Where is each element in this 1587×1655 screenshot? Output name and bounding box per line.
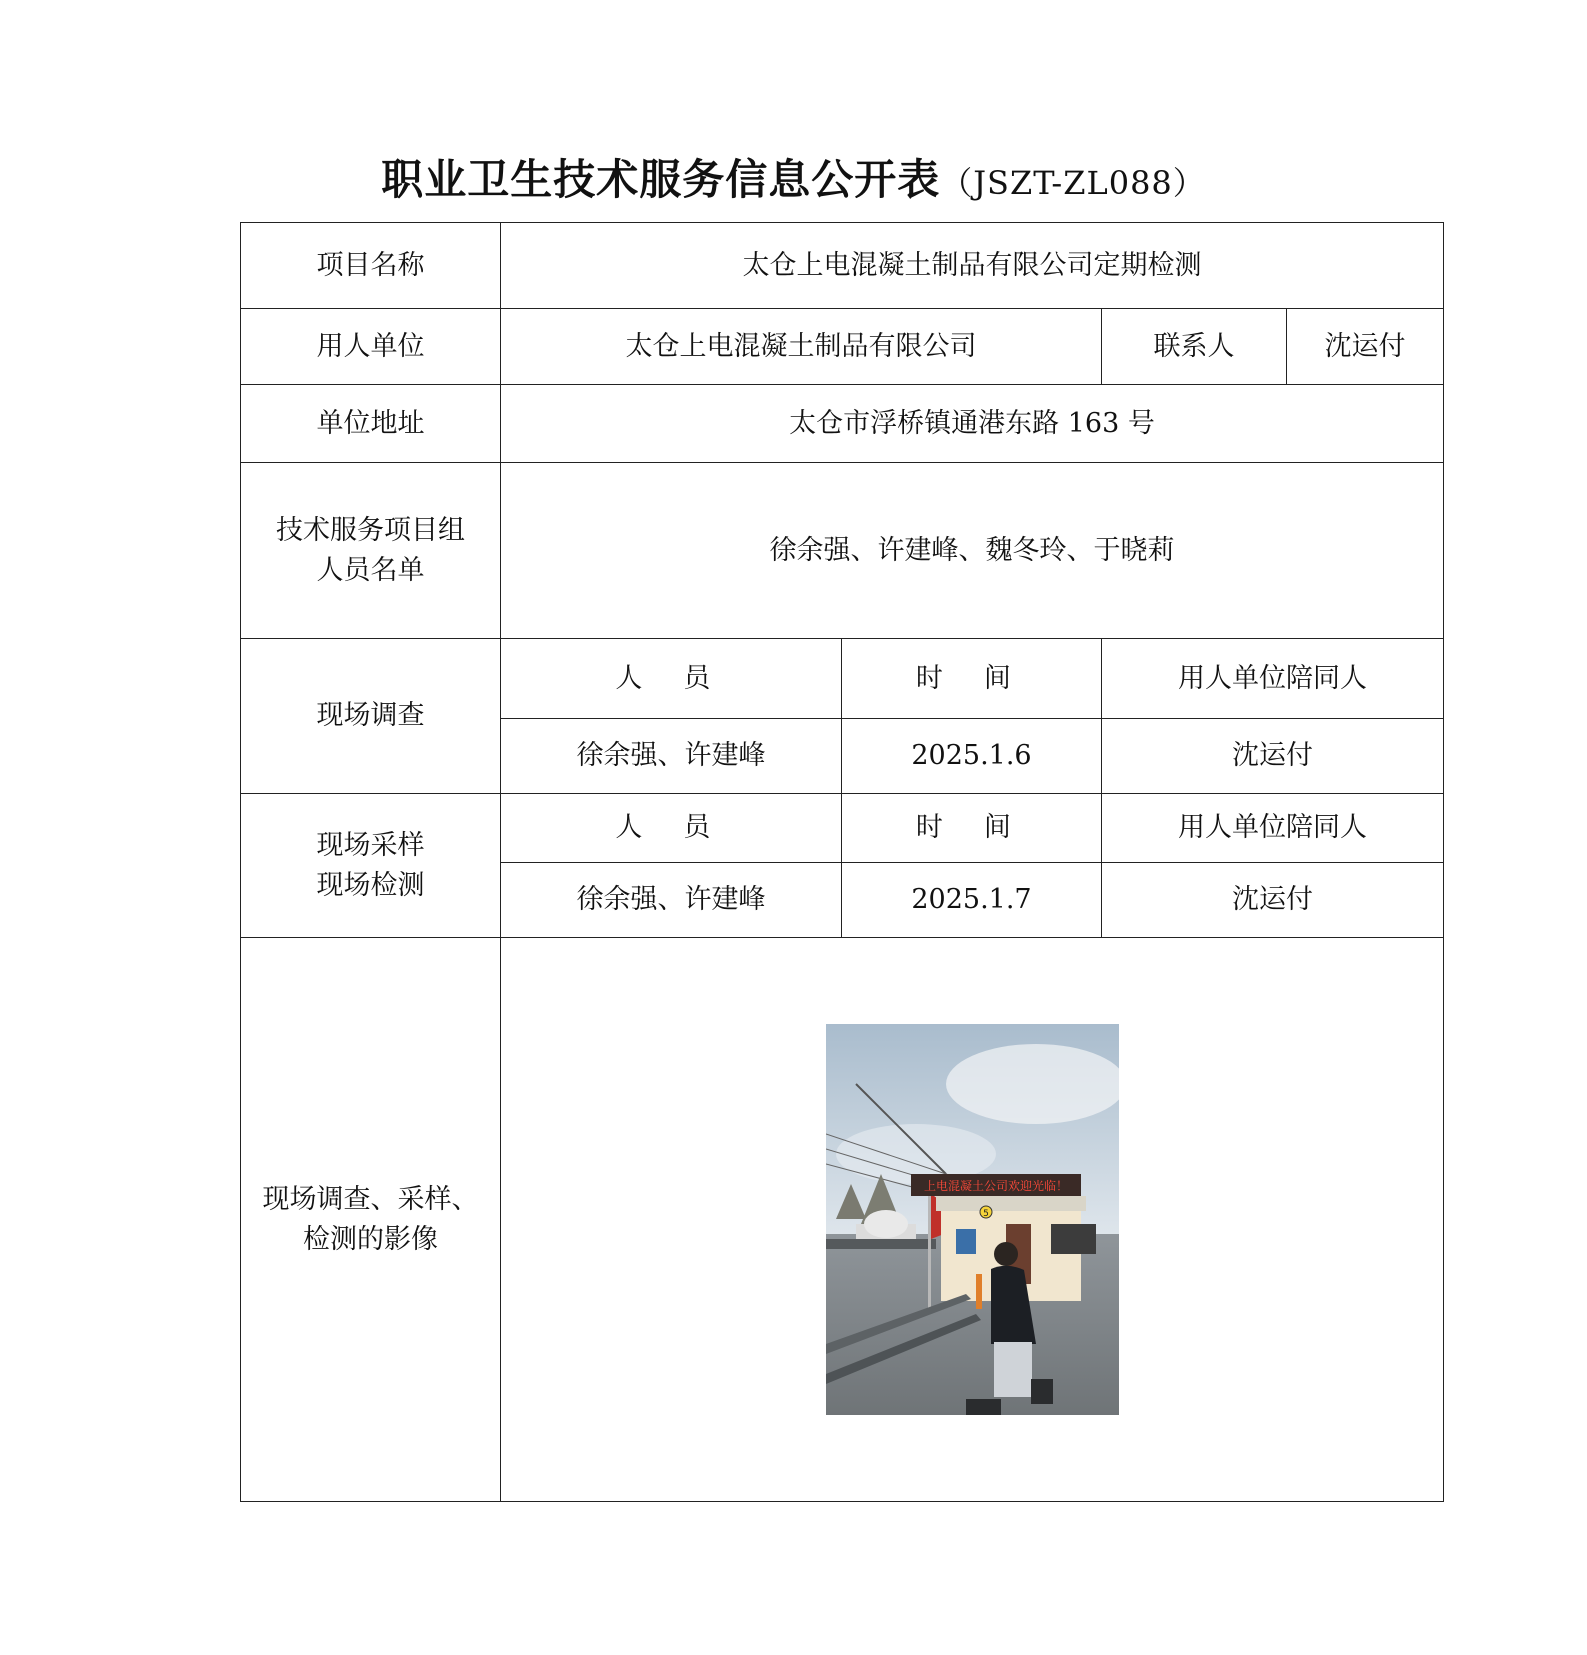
address-value: 太仓市浮桥镇通港东路 163 号 xyxy=(501,385,1444,463)
image-label-line1: 现场调查、采样、 xyxy=(262,1183,479,1215)
title-text: 职业卫生技术服务信息公开表 xyxy=(381,155,941,204)
gate-sign-text: 上电混凝土公司欢迎光临！ xyxy=(923,1179,1068,1193)
row-address xyxy=(241,385,1444,463)
team-label-line1: 技术服务项目组 xyxy=(276,514,465,546)
survey-personnel: 徐余强、许建峰 xyxy=(501,719,842,794)
image-label-line2: 检测的影像 xyxy=(303,1223,438,1255)
gate-number: 5 xyxy=(982,1209,989,1219)
sampling-personnel: 徐余强、许建峰 xyxy=(501,863,842,938)
site-photo-illustration xyxy=(826,1024,1119,1415)
survey-time-header: 时 间 xyxy=(842,639,1102,719)
site-photo xyxy=(826,1024,1119,1415)
address-label: 单位地址 xyxy=(241,385,501,463)
sampling-time-header: 时 间 xyxy=(842,794,1102,863)
survey-label: 现场调查 xyxy=(241,639,501,794)
sampling-escort: 沈运付 xyxy=(1102,863,1444,938)
survey-time: 2025.1.6 xyxy=(842,719,1102,794)
team-value: 徐余强、许建峰、魏冬玲、于晓莉 xyxy=(501,463,1444,639)
project-name-label: 项目名称 xyxy=(241,223,501,309)
contact-label: 联系人 xyxy=(1102,309,1287,385)
row-employer xyxy=(241,309,1444,385)
sampling-time: 2025.1.7 xyxy=(842,863,1102,938)
row-images xyxy=(241,938,1444,1502)
sampling-personnel-header: 人 员 xyxy=(501,794,842,863)
employer-label: 用人单位 xyxy=(241,309,501,385)
survey-personnel-header: 人 员 xyxy=(501,639,842,719)
page-title xyxy=(0,150,1587,213)
team-label-line2: 人员名单 xyxy=(316,554,425,586)
sampling-label xyxy=(241,794,501,938)
team-label xyxy=(241,463,501,639)
survey-escort: 沈运付 xyxy=(1102,719,1444,794)
employer-value: 太仓上电混凝土制品有限公司 xyxy=(501,309,1102,385)
contact-value: 沈运付 xyxy=(1287,309,1444,385)
sampling-label-line2: 现场检测 xyxy=(316,869,425,901)
sampling-label-line1: 现场采样 xyxy=(316,829,425,861)
image-cell xyxy=(501,938,1444,1502)
row-survey-header xyxy=(241,639,1444,719)
info-table xyxy=(240,222,1444,1502)
row-sampling-header xyxy=(241,794,1444,863)
image-label xyxy=(241,938,501,1502)
row-project-name xyxy=(241,223,1444,309)
form-code: （JSZT-ZL088） xyxy=(940,164,1206,202)
survey-escort-header: 用人单位陪同人 xyxy=(1102,639,1444,719)
project-name-value: 太仓上电混凝土制品有限公司定期检测 xyxy=(501,223,1444,309)
row-team xyxy=(241,463,1444,639)
sampling-escort-header: 用人单位陪同人 xyxy=(1102,794,1444,863)
